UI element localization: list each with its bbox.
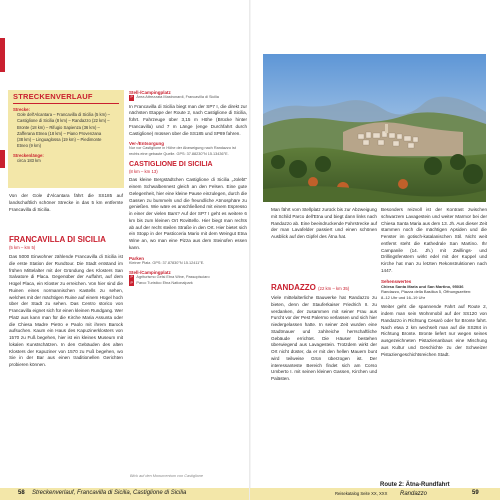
randazzo-intro-paragraph: Man fährt vom Stellplatz zurück bis zur Abzweigung mit Schild Parco dell'Etna und biegt dann links nach Randazzo ab. Eine beeindruckende Fahrstrecke auf der man Lavafelder passiert und einen schönen Ausblick auf den Gipfel des Ätna hat.	[271, 207, 377, 239]
route-paragraph: In Francavilla di Sicilia biegt man der SP7 I, die direkt zur nächsten Etappe der Route 2, nach Castiglione di Sicilia, führt. Fahrzeuge über 3,15 m Höhe (Brücke hinter Francavilla) und 7 m Länge (enge Durchfahrt durch Castiglione) müssen über die SS185 und SP89 fahren.	[129, 103, 247, 136]
parken-text: Kleiner Platz. GPS: 37.87830°N 15.12411°E.	[129, 260, 205, 265]
strecke-line: Castiglione di Sicilia (8 km) – Randazzo (22 km) –	[17, 118, 110, 124]
randazzo-paragraph: Viele mittelalterliche Bauwerke hat Randazzo zu bieten, denn der Stauferkaiser Friedrich II. zu verdanken, der zusammen mit seiner Frau aus Furcht vor der Pest Palermo verlassen und sich hier niedergelassen hatte. In seiner Zeit wurden eine Stadtmauer und zahlreiche herrschaftliche Gebäude errichtet. Die Häuser bestehen überwiegend aus Lavagestein. Trotzdem wirkt der Ort nicht düster, da er mit den hellen Mauern bunt wird teilweise Grün überzogen ist. Der interessanteste Bereich findet sich am Corso Umberto I. mit seinen kleinen Gassen, Kirchen und Palästen.	[271, 295, 377, 381]
ver-entsorgung-header: Ver-/Entsorgung	[129, 141, 165, 147]
side-tab-marker	[0, 38, 5, 72]
stellplatz2-text: Agriturismo Gelsi Etna Wine, Passopisciaro	[136, 275, 210, 279]
stellplatz2-line	[129, 281, 247, 287]
castiglione-paragraph: Das kleine Bergstädtchen Castiglione di Sicilia „Jolebt“ einem Schwalbennest gleich an den Felsen. Eine gute Gelegenheit, hier eine kleine Pause einzulegen, durch die Gassen zu bummeln und die freundliche Atmosphäre zu genießen. Wie wäre es anschließend mit einem Espresso in einer der vielen Bars? Auf der SP7 I geht es weitere 6 km bis zum kleinen Ort Rovittello. Hier biegt man rechts ab auf der recht steilen Straße in den Ort. Hier bietet sich ein Stopp in der Pasticceria Mario mit dem Weingut Etna Wine an, wo man eine Pizza aus dem Steinofen essen kann.	[129, 177, 247, 250]
sehenswertes-header: Sehenswertes	[381, 278, 412, 284]
footer-text: Streckenverlauf, Francavilla di Sicilia, Castiglione di Sicilia	[32, 490, 187, 496]
strecke-line: Zafferana Etnea (18 km) – Piano Provenzana	[17, 130, 102, 136]
parking-icon: P	[130, 95, 133, 99]
strecke-line: (38 km) – Linguaglossa (19 km) – Piedimonte	[17, 137, 102, 143]
sehenswertes-line: Chiesa Santa Maria und San Martino, 95036	[381, 283, 464, 289]
stellplatz-header: Stell-/Campingplatz	[129, 90, 171, 95]
stellplatz2-text: Parco Turistico Etna Nationalpark	[136, 280, 193, 285]
side-tab-marker	[0, 150, 5, 168]
castiglione-heading: CASTIGLIONE DI SICILIA	[129, 161, 213, 169]
stellplatz-text: Área Attrezzata Mastronardi, Francavilla di Sicilia	[136, 95, 219, 99]
francavilla-distance: (5 km – km 5)	[9, 245, 36, 250]
page-number: 59	[472, 490, 479, 496]
streckenverlauf-box	[8, 90, 124, 188]
laenge-value: circa 183 km	[17, 157, 41, 163]
castiglione-distance: (8 km – km 13)	[129, 169, 158, 175]
footer-town: Randazzo	[400, 491, 428, 497]
francavilla-heading: FRANCAVILLA DI SICILIA	[9, 235, 106, 244]
right-column-2	[381, 207, 487, 358]
middle-column	[129, 90, 247, 286]
randazzo-heading	[271, 283, 349, 292]
box-header: STRECKENVERLAUF	[13, 92, 119, 104]
stellplatz-line	[129, 95, 247, 101]
ver-entsorgung-text: Nur vor Castiglione in Höhe der Abzweigung nach Randazzo ist rechts eine gebaute Quelle. GPS: 37.88230°N 15.13436°E.	[129, 146, 236, 156]
sehenswertes-line: 8–12 Uhr und 16–19 Uhr	[381, 294, 426, 300]
randazzo-distance: (22 km – km 35)	[318, 286, 350, 291]
santa-maria-paragraph: Besonders reizvoll ist der Kontrast zwischen schwarzem Lavagestein und weiter Marmor bei der Chiesa Santa Maria aus dem 13. Jh. Aus dieser Zeit stammen noch die mächtigen Apsiden und die Fenster im gotisch-katalanischen Stil. Nicht weit entfernt steht die Kathedrale San Martino. Ihr Campanile (14. Jh.) mit Zwillings- und Drillingsfenstern wirkt edel mit der Kuppel und Kirche hat man zu letzten Rekonstruktionen nach 1447.	[381, 207, 487, 273]
photo-caption: Blick auf den Monumentum von Castiglione	[130, 474, 204, 478]
intro-paragraph: Von der Gole d'Alcantara fährt die SS185 auf landschaftlich schöner Strecke in das 5 km entfernte Francavilla di Sicilia.	[9, 193, 123, 212]
randazzo-title: RANDAZZO	[271, 283, 316, 292]
francavilla-paragraph: Das 5000 Einwohner zählende Francavilla di Sicilia ist die erste Station der Rundtour. Die Stadt entstand im frühen Mittelalter mit der Gründung des Klosters San Salvatore di Placa. Gegenüber der Auffahrt, auf dem Hügel Placa, ein Kloster zu erreichen. Von hier sind die Ruinen eines normannischen Kastells zu sehen, welches mit der mächtigen Ruine auf einem Hügel hoch über der Stadt zu sehen. Das Centro storico von Francavilla eignet sich für einen kleinen Rundgang. Wer Platz aus kann man für die Kirche Maria Assunta oder die Chiesa Madre Pietro e Paolo mit ihrem Barock aufsuchen. Kaum ein Haus des Kapuzinerklosters von 1570 zu Fuß begehen, hier ist ein kleines Museum mit lokalen Kunstschätzen. In den Gebäuden des alten Klosters der Kapuziner von 1570 zu Fuß begehen, wo Sie in der Bar aus einen traditionellen Gerichten probieren können.	[9, 254, 123, 367]
page-number: 58	[18, 490, 25, 496]
laenge-label: Streckenlänge:	[13, 152, 44, 158]
stellplatz2-header: Stell-/Campingplatz	[129, 270, 171, 275]
parking-icon: P	[130, 280, 133, 285]
strecke-line: Gole dell'Alcantara – Francavilla di Sicilia (5 km) –	[17, 112, 110, 117]
footer-small-text: Reisekatalog Seite XX, XXX	[335, 491, 388, 496]
sehenswertes-line: Randazzo, Piazza della Basilica 5, Öffnungszeiten:	[381, 289, 472, 295]
landscape-photo	[263, 54, 486, 202]
bronte-paragraph: Weiter geht die spannende Fahrt auf Route 2, indem man sein Wohnmobil auf der SS120 von Randazzo in Richtung Cesarò oder für Bronte fahrt. Nach etwa 2 km wechselt man auf die SS284 in Richtung Bronte. Bronte liefert nur wegen seines ausgezeichneten Pistazienanbaus eine Mischung aus Kultur und Geschichte zu der Schweizer Pistaziengeschichtsreichen Stadt.	[381, 304, 487, 357]
strecke-line: Etneo (9 km)	[17, 143, 41, 149]
strecke-label: Strecke:	[13, 107, 30, 112]
right-page	[250, 0, 500, 500]
route-title: Route 2: Ätna-Rundfahrt	[380, 482, 450, 488]
parking-icon: P	[130, 275, 133, 279]
parken-header: Parken	[129, 255, 145, 261]
strecke-line: Bronte (18 km) – Rifugio Sapienza (36 km) –	[17, 124, 100, 130]
